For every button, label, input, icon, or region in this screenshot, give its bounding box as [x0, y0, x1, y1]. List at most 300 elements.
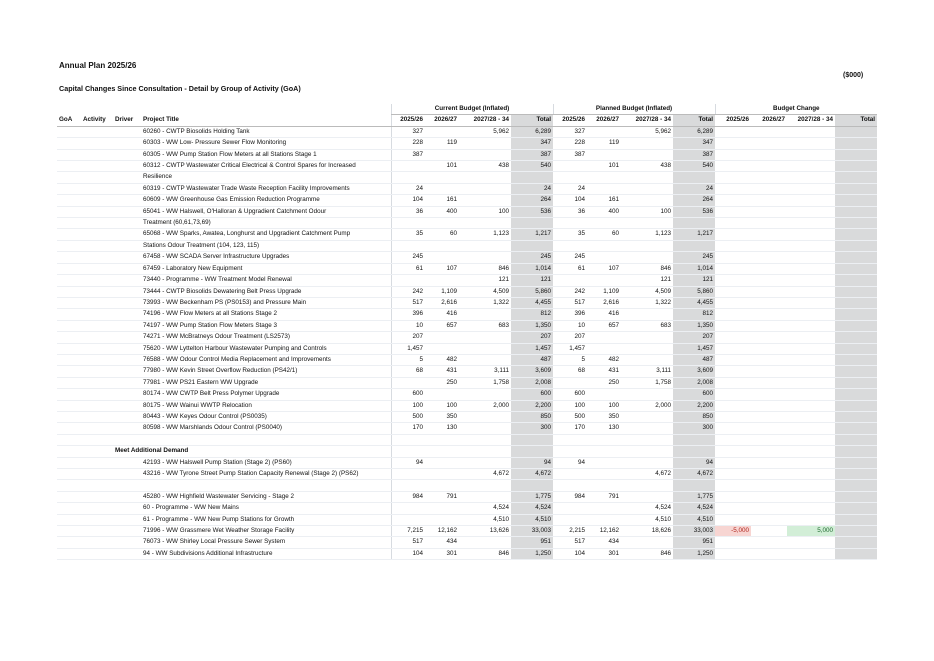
empty-cell: [715, 434, 751, 445]
section-label: Meet Additional Demand: [113, 446, 391, 457]
current-total-cell: 1,457: [511, 343, 553, 354]
change-y2-cell: [751, 138, 787, 149]
current-y3-cell: 2,000: [459, 400, 511, 411]
planned-y3-cell: 4,672: [621, 468, 673, 479]
current-y2-cell: 161: [425, 195, 459, 206]
current-y3-cell: [459, 149, 511, 160]
project-title-cell: 43216 - WW Tyrone Street Pump Station Capacity Renewal (Stage 2) (PS62): [141, 468, 391, 479]
planned-y2-cell: 107: [587, 263, 621, 274]
change-y2-cell: [751, 548, 787, 559]
empty-cell: [673, 218, 715, 229]
planned-y2-cell: [587, 503, 621, 514]
planned-y3-cell: [621, 354, 673, 365]
change-total-cell: [835, 126, 877, 137]
planned-y3-cell: 4,510: [621, 514, 673, 525]
activity-cell: [81, 229, 113, 240]
change-y2-cell: [751, 491, 787, 502]
current-y2-cell: 12,162: [425, 526, 459, 537]
change-y1-cell: [715, 411, 751, 422]
empty-cell: [511, 446, 553, 457]
planned-y3-cell: 4,509: [621, 286, 673, 297]
empty-cell: [553, 480, 587, 491]
planned-y1-cell: 24: [553, 183, 587, 194]
activity-cell: [81, 252, 113, 263]
change-total-cell: [835, 149, 877, 160]
project-title-cell: 77981 - WW PS21 Eastern WW Upgrade: [141, 377, 391, 388]
empty-cell: [511, 218, 553, 229]
empty-cell: [57, 480, 81, 491]
current-y1-cell: 100: [391, 400, 425, 411]
activity-cell: [81, 389, 113, 400]
activity-cell: [81, 320, 113, 331]
project-title-cell: 60319 - CWTP Wastewater Trade Waste Reception Facility Improvements: [141, 183, 391, 194]
empty-cell: [835, 434, 877, 445]
current-y2-cell: [425, 332, 459, 343]
planned-y1-cell: 100: [553, 400, 587, 411]
planned-y1-cell: [553, 503, 587, 514]
driver-cell: [113, 468, 141, 479]
change-y2-cell: [751, 457, 787, 468]
current-y1-cell: 245: [391, 252, 425, 263]
goa-cell: [57, 229, 81, 240]
change-y1-cell: [715, 320, 751, 331]
activity-cell: [81, 411, 113, 422]
empty-cell: [673, 446, 715, 457]
current-total-cell: 94: [511, 457, 553, 468]
planned-y3-cell: [621, 309, 673, 320]
empty-cell: [81, 480, 113, 491]
col-project-title: Project Title: [141, 115, 391, 126]
planned-y3-cell: [621, 389, 673, 400]
change-y2-cell: [751, 286, 787, 297]
current-y2-cell: 60: [425, 229, 459, 240]
change-y3-cell: [787, 229, 835, 240]
change-y2-cell: [751, 503, 787, 514]
planned-y3-cell: [621, 537, 673, 548]
change-y1-cell: [715, 389, 751, 400]
driver-cell: [113, 161, 141, 172]
current-total-cell: 812: [511, 309, 553, 320]
driver-cell: [113, 366, 141, 377]
empty-cell: [715, 218, 751, 229]
change-total-cell: [835, 275, 877, 286]
change-total-cell: [835, 320, 877, 331]
current-y3-cell: 438: [459, 161, 511, 172]
current-y2-cell: 130: [425, 423, 459, 434]
change-y1-cell: [715, 400, 751, 411]
current-total-cell: 2,008: [511, 377, 553, 388]
planned-total-cell: 207: [673, 332, 715, 343]
activity-cell: [81, 503, 113, 514]
change-y1-cell: [715, 297, 751, 308]
change-total-cell: [835, 332, 877, 343]
activity-cell: [81, 366, 113, 377]
planned-y1-cell: [553, 468, 587, 479]
planned-y2-cell: [587, 468, 621, 479]
planned-total-cell: 24: [673, 183, 715, 194]
planned-total-cell: 1,457: [673, 343, 715, 354]
planned-y3-cell: [621, 195, 673, 206]
current-y3-cell: [459, 491, 511, 502]
current-y1-cell: 94: [391, 457, 425, 468]
planned-y3-cell: 18,626: [621, 526, 673, 537]
project-title-cell: 67458 - WW SCADA Server Infrastructure Upgrades: [141, 252, 391, 263]
change-y3-cell: [787, 297, 835, 308]
current-total-cell: 1,014: [511, 263, 553, 274]
goa-cell: [57, 366, 81, 377]
empty-cell: [553, 446, 587, 457]
empty-cell: [751, 434, 787, 445]
col-planned-y1: 2025/26: [553, 115, 587, 126]
change-y2-cell: [751, 195, 787, 206]
change-y1-cell: [715, 503, 751, 514]
project-title-cell: 71996 - WW Grassmere Wet Weather Storage Facility: [141, 526, 391, 537]
change-y2-cell: [751, 332, 787, 343]
current-y2-cell: 100: [425, 400, 459, 411]
activity-cell: [81, 126, 113, 137]
change-y3-cell: [787, 377, 835, 388]
current-y1-cell: 387: [391, 149, 425, 160]
planned-y3-cell: [621, 183, 673, 194]
table-row: [57, 183, 877, 194]
driver-cell: [113, 332, 141, 343]
planned-total-cell: 850: [673, 411, 715, 422]
change-y1-cell: [715, 354, 751, 365]
change-y2-cell: [751, 400, 787, 411]
change-y3-cell: [787, 514, 835, 525]
change-total-cell: [835, 366, 877, 377]
driver-cell: [113, 526, 141, 537]
table-row: [57, 343, 877, 354]
empty-cell: [835, 446, 877, 457]
current-total-cell: 600: [511, 389, 553, 400]
goa-cell: [57, 195, 81, 206]
empty-cell: [425, 480, 459, 491]
current-y3-cell: 683: [459, 320, 511, 331]
current-y3-cell: 121: [459, 275, 511, 286]
current-y1-cell: [391, 514, 425, 525]
empty-cell: [835, 172, 877, 183]
planned-y1-cell: 327: [553, 126, 587, 137]
empty-cell: [553, 434, 587, 445]
table-row: [57, 263, 877, 274]
change-y1-cell: [715, 537, 751, 548]
planned-y2-cell: [587, 275, 621, 286]
empty-cell: [459, 240, 511, 251]
table-row-continuation: [57, 240, 877, 251]
change-total-cell: [835, 548, 877, 559]
planned-total-cell: 2,200: [673, 400, 715, 411]
planned-y2-cell: 130: [587, 423, 621, 434]
change-y1-cell: [715, 548, 751, 559]
current-y1-cell: 10: [391, 320, 425, 331]
change-y3-cell: [787, 537, 835, 548]
activity-cell: [81, 309, 113, 320]
current-y1-cell: 984: [391, 491, 425, 502]
planned-total-cell: 94: [673, 457, 715, 468]
change-y2-cell: [751, 320, 787, 331]
col-current-total: Total: [511, 115, 553, 126]
capital-changes-table: [57, 104, 877, 560]
current-y2-cell: [425, 503, 459, 514]
activity-cell: [81, 423, 113, 434]
current-y3-cell: 846: [459, 548, 511, 559]
planned-total-cell: 300: [673, 423, 715, 434]
change-y1-cell: [715, 366, 751, 377]
table-row: [57, 389, 877, 400]
budget-change-header: Budget Change: [715, 104, 877, 115]
table-row: [57, 354, 877, 365]
current-y2-cell: [425, 389, 459, 400]
current-y2-cell: [425, 252, 459, 263]
change-y1-cell: [715, 468, 751, 479]
driver-cell: [113, 297, 141, 308]
current-y1-cell: [391, 377, 425, 388]
empty-cell: [587, 218, 621, 229]
current-y3-cell: [459, 343, 511, 354]
change-y1-cell: [715, 377, 751, 388]
current-total-cell: 4,455: [511, 297, 553, 308]
project-title-cell: 80598 - WW Marshlands Odour Control (PS0040): [141, 423, 391, 434]
driver-cell: [113, 503, 141, 514]
driver-cell: [113, 126, 141, 137]
current-y3-cell: 100: [459, 206, 511, 217]
current-y2-cell: [425, 468, 459, 479]
current-y3-cell: 4,672: [459, 468, 511, 479]
empty-cell: [425, 218, 459, 229]
current-total-cell: 850: [511, 411, 553, 422]
current-y3-cell: 3,111: [459, 366, 511, 377]
planned-total-cell: 4,524: [673, 503, 715, 514]
driver-cell: [113, 377, 141, 388]
empty-cell: [113, 480, 141, 491]
project-title-cell: 74271 - WW McBratneys Odour Treatment (LS2573): [141, 332, 391, 343]
current-total-cell: 24: [511, 183, 553, 194]
activity-cell: [81, 195, 113, 206]
change-y3-cell: [787, 206, 835, 217]
project-title-cell: 60 - Programme - WW New Mains: [141, 503, 391, 514]
change-y3-cell: [787, 126, 835, 137]
current-y1-cell: 1,457: [391, 343, 425, 354]
current-total-cell: 536: [511, 206, 553, 217]
empty-cell: [57, 446, 81, 457]
change-y3-cell: [787, 195, 835, 206]
current-y2-cell: 119: [425, 138, 459, 149]
goa-cell: [57, 275, 81, 286]
change-y3-cell: [787, 503, 835, 514]
empty-cell: [787, 434, 835, 445]
empty-cell: [511, 480, 553, 491]
planned-y2-cell: [587, 183, 621, 194]
activity-cell: [81, 286, 113, 297]
activity-cell: [81, 526, 113, 537]
activity-cell: [81, 149, 113, 160]
empty-cell: [673, 434, 715, 445]
empty-cell: [715, 480, 751, 491]
current-total-cell: 487: [511, 354, 553, 365]
driver-cell: [113, 229, 141, 240]
change-total-cell: [835, 206, 877, 217]
empty-cell: [751, 446, 787, 457]
project-title-continuation: Resilience: [141, 172, 391, 183]
table-row: [57, 229, 877, 240]
project-title-cell: 65041 - WW Halswell, O'Halloran & Upgradient Catchment Odour: [141, 206, 391, 217]
current-total-cell: 4,510: [511, 514, 553, 525]
driver-cell: [113, 548, 141, 559]
planned-y2-cell: 119: [587, 138, 621, 149]
current-y3-cell: [459, 183, 511, 194]
empty-cell: [787, 480, 835, 491]
col-change-y2: 2026/27: [751, 115, 787, 126]
empty-cell: [787, 446, 835, 457]
planned-total-cell: 33,003: [673, 526, 715, 537]
empty-cell: [459, 480, 511, 491]
change-y3-cell: [787, 389, 835, 400]
current-y2-cell: 301: [425, 548, 459, 559]
change-y2-cell: [751, 161, 787, 172]
change-y1-cell: [715, 183, 751, 194]
empty-cell: [715, 240, 751, 251]
planned-y1-cell: [553, 161, 587, 172]
empty-cell: [141, 434, 391, 445]
change-total-cell: [835, 457, 877, 468]
change-y1-cell: [715, 161, 751, 172]
current-y3-cell: 4,524: [459, 503, 511, 514]
planned-y3-cell: 4,524: [621, 503, 673, 514]
empty-cell: [113, 240, 141, 251]
planned-total-cell: 2,008: [673, 377, 715, 388]
change-total-cell: [835, 138, 877, 149]
goa-cell: [57, 457, 81, 468]
current-y3-cell: [459, 309, 511, 320]
current-y1-cell: 35: [391, 229, 425, 240]
empty-cell: [141, 480, 391, 491]
change-total-cell: [835, 309, 877, 320]
goa-cell: [57, 252, 81, 263]
change-y1-cell: [715, 332, 751, 343]
blank-row: [57, 434, 877, 445]
planned-y1-cell: 10: [553, 320, 587, 331]
empty-cell: [81, 240, 113, 251]
empty-cell: [673, 480, 715, 491]
goa-cell: [57, 309, 81, 320]
project-title-cell: 80175 - WW Wainui WWTP Relocation: [141, 400, 391, 411]
current-y3-cell: 1,123: [459, 229, 511, 240]
planned-y3-cell: 3,111: [621, 366, 673, 377]
project-title-cell: 60305 - WW Pump Station Flow Meters at all Stations Stage 1: [141, 149, 391, 160]
planned-y1-cell: 984: [553, 491, 587, 502]
planned-y1-cell: [553, 514, 587, 525]
empty-cell: [621, 434, 673, 445]
table-row: [57, 332, 877, 343]
planned-y2-cell: 657: [587, 320, 621, 331]
project-title-cell: 60303 - WW Low- Pressure Sewer Flow Monitoring: [141, 138, 391, 149]
current-y2-cell: [425, 126, 459, 137]
table-row: [57, 457, 877, 468]
col-change-y1: 2025/26: [715, 115, 751, 126]
planned-y3-cell: 100: [621, 206, 673, 217]
change-y3-cell: [787, 320, 835, 331]
planned-y1-cell: 600: [553, 389, 587, 400]
project-title-cell: 77980 - WW Kevin Street Overflow Reduction (PS42/1): [141, 366, 391, 377]
project-title-cell: 45280 - WW Highfield Wastewater Servicing - Stage 2: [141, 491, 391, 502]
current-y1-cell: [391, 161, 425, 172]
current-y1-cell: [391, 468, 425, 479]
project-title-cell: 74197 - WW Pump Station Flow Meters Stage 3: [141, 320, 391, 331]
empty-cell: [621, 172, 673, 183]
empty-cell: [57, 434, 81, 445]
col-planned-y3: 2027/28 - 34: [621, 115, 673, 126]
planned-y2-cell: [587, 252, 621, 263]
change-y1-cell: [715, 229, 751, 240]
change-total-cell: [835, 377, 877, 388]
current-y3-cell: [459, 389, 511, 400]
current-y3-cell: [459, 457, 511, 468]
current-y2-cell: 431: [425, 366, 459, 377]
planned-y2-cell: 416: [587, 309, 621, 320]
goa-cell: [57, 503, 81, 514]
planned-y1-cell: 517: [553, 297, 587, 308]
driver-cell: [113, 354, 141, 365]
activity-cell: [81, 297, 113, 308]
goa-cell: [57, 548, 81, 559]
planned-y2-cell: 350: [587, 411, 621, 422]
change-y2-cell: [751, 411, 787, 422]
planned-y1-cell: 517: [553, 537, 587, 548]
empty-cell: [751, 172, 787, 183]
planned-y2-cell: [587, 343, 621, 354]
goa-cell: [57, 332, 81, 343]
current-y3-cell: 13,626: [459, 526, 511, 537]
change-y3-cell: [787, 252, 835, 263]
planned-y2-cell: 431: [587, 366, 621, 377]
current-y2-cell: 416: [425, 309, 459, 320]
current-y3-cell: [459, 537, 511, 548]
change-total-cell: [835, 468, 877, 479]
change-y3-cell: [787, 411, 835, 422]
col-change-total: Total: [835, 115, 877, 126]
change-y1-cell: [715, 138, 751, 149]
empty-cell: [715, 446, 751, 457]
change-total-cell: [835, 514, 877, 525]
current-y1-cell: 24: [391, 183, 425, 194]
planned-y3-cell: [621, 457, 673, 468]
planned-y3-cell: [621, 149, 673, 160]
table-row: [57, 503, 877, 514]
change-y2-cell: [751, 149, 787, 160]
planned-y1-cell: 242: [553, 286, 587, 297]
activity-cell: [81, 377, 113, 388]
project-title-continuation: Treatment (60,61,73,69): [141, 218, 391, 229]
empty-cell: [787, 218, 835, 229]
empty-cell: [621, 240, 673, 251]
change-y2-cell: [751, 309, 787, 320]
driver-cell: [113, 149, 141, 160]
empty-cell: [391, 172, 425, 183]
table-row: [57, 423, 877, 434]
current-y2-cell: [425, 183, 459, 194]
table-row: [57, 275, 877, 286]
current-y2-cell: 1,109: [425, 286, 459, 297]
change-y2-cell: [751, 354, 787, 365]
driver-cell: [113, 320, 141, 331]
empty-cell: [425, 446, 459, 457]
project-title-cell: 80443 - WW Keyes Odour Control (PS0035): [141, 411, 391, 422]
empty-cell: [587, 240, 621, 251]
change-y3-cell: [787, 343, 835, 354]
goa-cell: [57, 354, 81, 365]
change-y1-cell: [715, 514, 751, 525]
